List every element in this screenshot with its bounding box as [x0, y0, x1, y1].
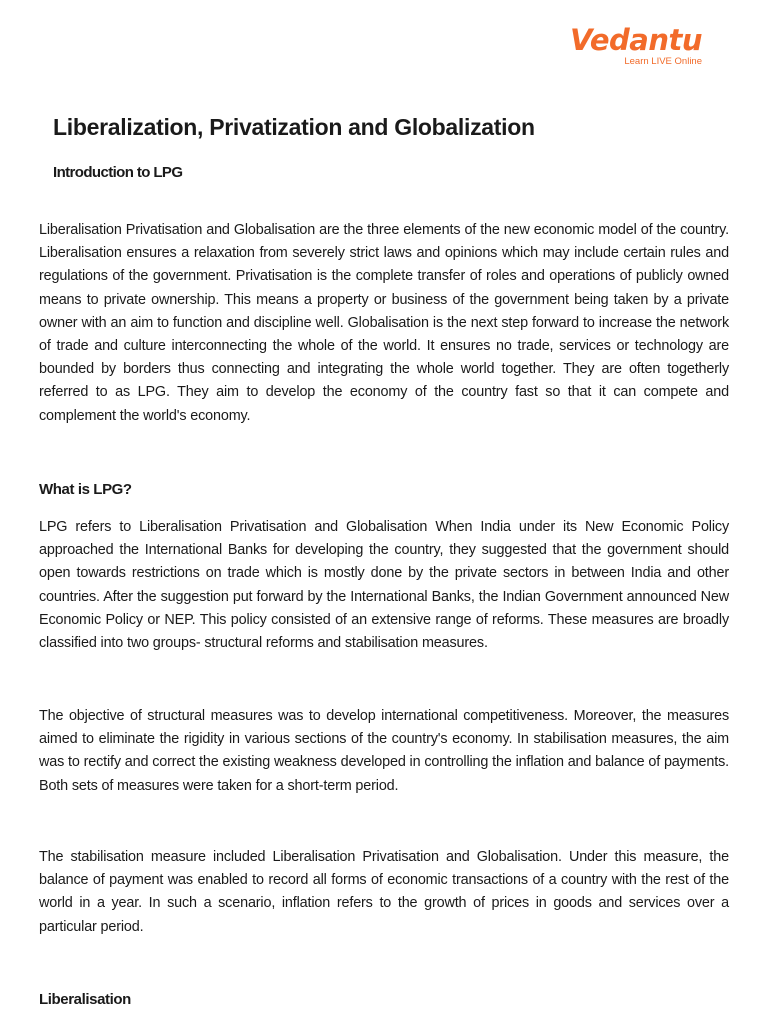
logo-wordmark: Vedantu: [570, 23, 702, 57]
what-is-lpg-paragraph: LPG refers to Liberalisation Privatisation and Globalisation When India under its New Economic Policy approached the International Banks for developing the country, they suggested that the government should open towards restrictions on trade which is mostly done by the private sectors in between India and other countries. After the suggestion put forward by the International Banks, the Indian Government announced New Economic Policy or NEP. This policy consisted of an extensive range of reforms. These measures are broadly classified into two groups- structural reforms and stabilisation measures.: [39, 519, 729, 652]
intro-heading: Introduction to LPG: [53, 164, 183, 181]
vedantu-logo: [570, 24, 702, 68]
what-is-lpg-heading: What is LPG?: [39, 481, 132, 498]
stabilisation-paragraph: The stabilisation measure included Liberalisation Privatisation and Globalisation. Under this measure, the balance of payment was enabled to record all forms of economic transactions of a country with the rest of the world in a year. In such a scenario, inflation refers to the growth of prices in goods and services over a particular period.: [39, 849, 729, 935]
page-title: Liberalization, Privatization and Globalization: [53, 114, 535, 140]
intro-paragraph: Liberalisation Privatisation and Globalisation are the three elements of the new economic model of the country. Liberalisation ensures a relaxation from severely strict laws and opinions which may include certain rules and regulations of the government. Privatisation is the complete transfer of roles and operations of publicly owned means to private ownership. This means a property or business of the government being taken by a private owner with an aim to function and discipline well. Globalisation is the next step forward to increase the network of trade and culture interconnecting the whole of the world. It ensures no trade, services or technology are bounded by borders thus connecting and integrating the whole world together. They are often togetherly referred to as LPG. They aim to develop the economy of the country fast so that it can compete and complement the world's economy.: [39, 222, 729, 424]
liberalisation-heading: Liberalisation: [39, 991, 131, 1008]
objective-paragraph: The objective of structural measures was to develop international competitiveness. Moreover, the measures aimed to eliminate the rigidity in various sections of the country's economy. In stabilisation measures, the aim was to rectify and correct the existing weakness developed in controlling the inflation and balance of payments. Both sets of measures were taken for a short-term period.: [39, 708, 729, 794]
logo-tagline: Learn LIVE Online: [624, 56, 702, 67]
